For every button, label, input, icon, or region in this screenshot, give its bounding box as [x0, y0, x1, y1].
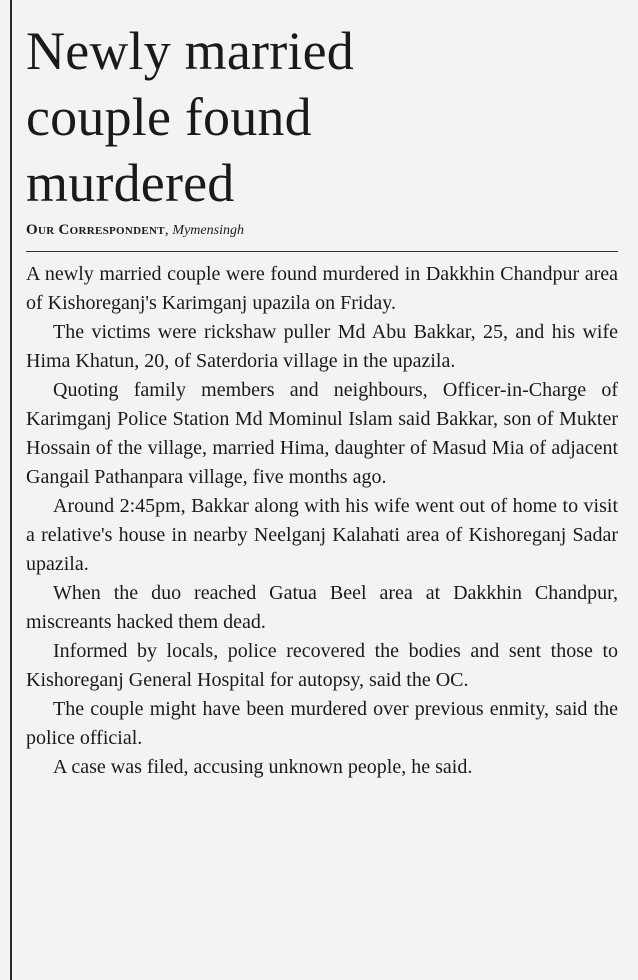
headline-line: couple found — [26, 87, 312, 147]
paragraph: Quoting family members and neighbours, Officer-in-Charge of Karimganj Police Station Md Mominul Islam said Bakkar, son of Mukter Hossain of the village, married Hima, daughter of Masud Mia of adjacent Gangail Pathanpara village, five months ago. — [26, 379, 618, 488]
headline — [26, 18, 618, 216]
paragraph: When the duo reached Gatua Beel area at Dakkhin Chandpur, miscreants hacked them dead. — [26, 582, 618, 633]
paragraph: The couple might have been murdered over previous enmity, said the police official. — [26, 698, 618, 749]
paragraph: A case was filed, accusing unknown people, he said. — [53, 756, 473, 778]
byline — [26, 220, 618, 252]
paragraph: Informed by locals, police recovered the bodies and sent those to Kishoreganj General Hospital for autopsy, said the OC. — [26, 640, 618, 691]
paragraph: The victims were rickshaw puller Md Abu Bakkar, 25, and his wife Hima Khatun, 20, of Saterdoria village in the upazila. — [26, 321, 618, 372]
column-rule — [10, 0, 12, 980]
headline-line: murdered — [26, 153, 235, 213]
byline-separator: , — [164, 222, 169, 238]
news-article — [26, 18, 618, 782]
paragraph: Around 2:45pm, Bakkar along with his wife went out of home to visit a relative's house in nearby Neelganj Kalahati area of Kishoreganj Sadar upazila. — [26, 495, 618, 575]
byline-location: Mymensingh — [172, 223, 244, 238]
byline-author: Our Correspondent — [26, 222, 165, 238]
headline-line: Newly married — [26, 21, 354, 81]
article-body — [26, 260, 618, 782]
paragraph: A newly married couple were found murdered in Dakkhin Chandpur area of Kishoreganj's Karimganj upazila on Friday. — [26, 263, 618, 314]
